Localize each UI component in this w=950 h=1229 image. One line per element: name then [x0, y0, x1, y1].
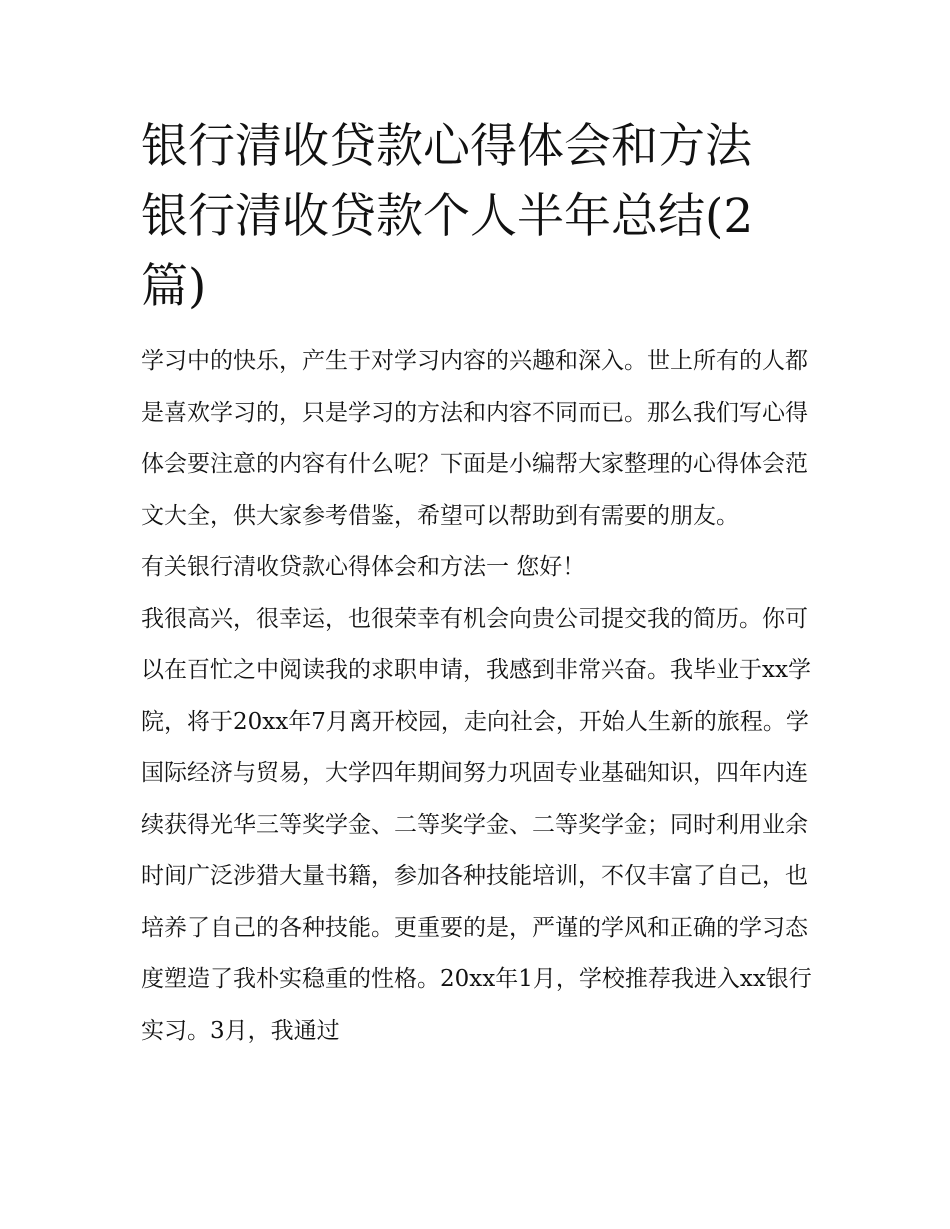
document-title: 银行清收贷款心得体会和方法 银行清收贷款个人半年总结(2篇): [141, 119, 754, 314]
document-page: [141, 112, 813, 1057]
paragraph-intro: 学习中的快乐，产生于对学习内容的兴趣和深入。世上所有的人都是喜欢学习的，只是学习的方法和内容不同而已。那么我们写心得体会要注意的内容有什么呢？下面是小编帮大家整理的心得体会范文大全，供大家参考借鉴，希望可以帮助到有需要的朋友。: [141, 348, 808, 529]
paragraph-greeting: 有关银行清收贷款心得体会和方法一 您好！: [141, 554, 586, 580]
document-body: [141, 336, 813, 1057]
paragraph-main: 我很高兴，很幸运，也很荣幸有机会向贵公司提交我的简历。你可以在百忙之中阅读我的求职申请，我感到非常兴奋。我毕业于xx学院，将于20xx年7月离开校园，走向社会，开始人生新的旅程。学国际经济与贸易，大学四年期间努力巩固专业基础知识，四年内连续获得光华三等奖学金、二等奖学金、二等奖学金；同时利用业余时间广泛涉猎大量书籍，参加各种技能培训，不仅丰富了自己，也培养了自己的各种技能。更重要的是，严谨的学风和正确的学习态度塑造了我朴实稳重的性格。20xx年1月，学校推荐我进入xx银行实习。3月，我通过: [141, 605, 812, 1044]
